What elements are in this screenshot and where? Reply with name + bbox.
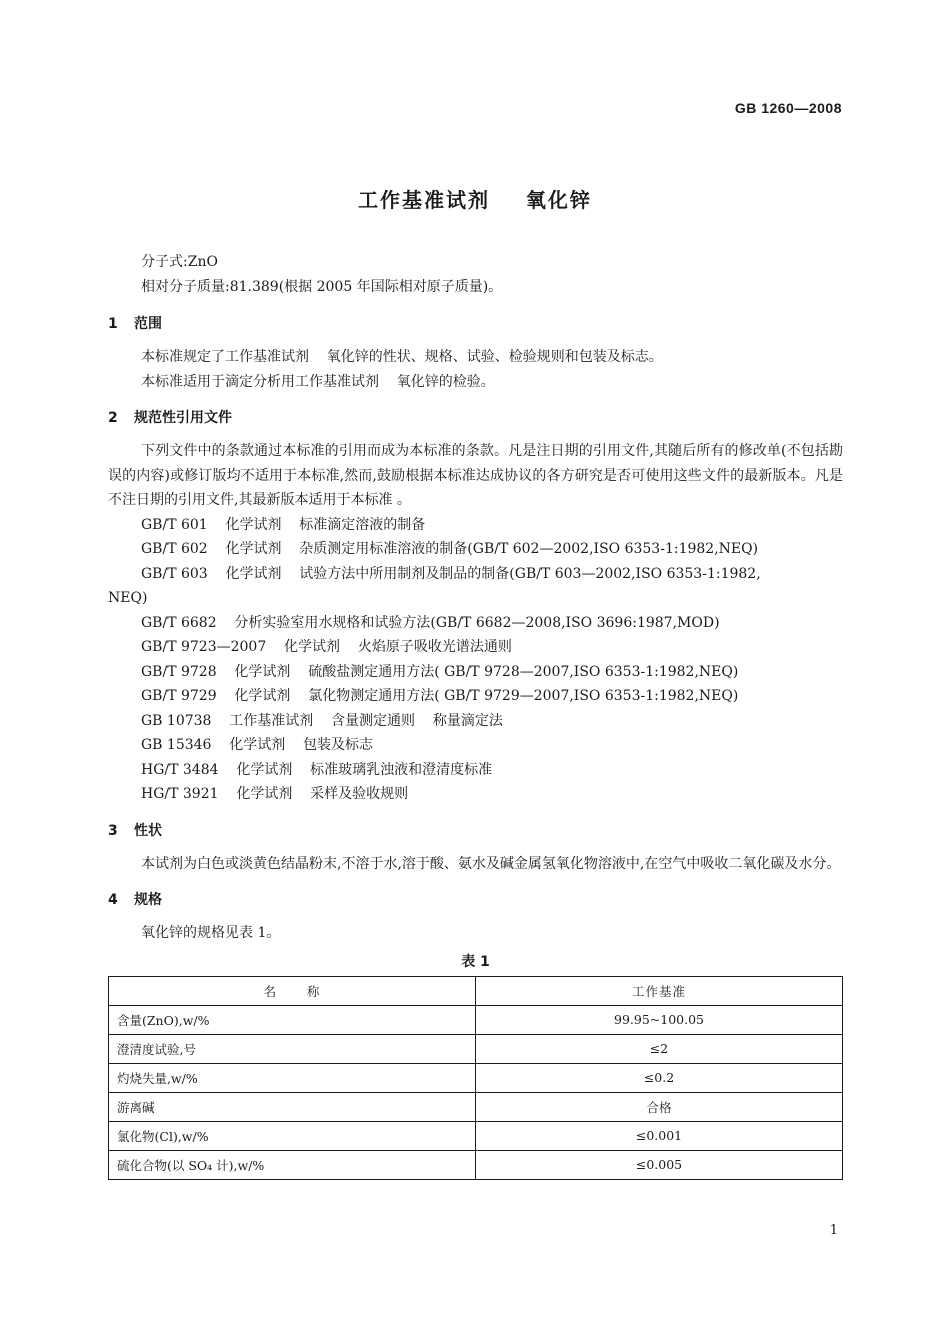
table-row xyxy=(109,1063,843,1092)
reference-item: HG/T 3484 化学试剂 标准玻璃乳浊液和澄清度标准 xyxy=(141,761,493,778)
section-number: 1 xyxy=(108,316,118,332)
table-caption: 表 1 xyxy=(461,953,490,970)
paragraph: 本标准适用于滴定分析用工作基准试剂 氧化锌的检验。 xyxy=(141,373,495,390)
spec-table xyxy=(108,976,843,1180)
table-row xyxy=(109,1150,843,1179)
paragraph: 本标准规定了工作基准试剂 氧化锌的性状、规格、试验、检验规则和包装及标志。 xyxy=(141,349,663,365)
reference-item: GB/T 603 化学试剂 试验方法中所用制剂及制品的制备(GB/T 603—2002,ISO 6353-1:1982, xyxy=(141,565,761,582)
table-row xyxy=(109,1005,843,1034)
item-name: 澄清度试验,号 xyxy=(109,1034,476,1063)
item-name: 硫化合物(以 SO₄ 计),w/% xyxy=(109,1150,476,1179)
section-title: 规格 xyxy=(134,892,162,908)
item-value: 合格 xyxy=(476,1092,843,1121)
column-header: 工作基准 xyxy=(476,976,843,1005)
reference-item: GB 10738 工作基准试剂 含量测定通则 称量滴定法 xyxy=(141,712,503,729)
reference-item: GB/T 6682 分析实验室用水规格和试验方法(GB/T 6682—2008,ISO 3696:1987,MOD) xyxy=(141,614,720,631)
item-name: 灼烧失量,w/% xyxy=(109,1063,476,1092)
section-2-heading xyxy=(108,406,843,430)
item-value: ≤0.2 xyxy=(476,1063,843,1092)
page-number: 1 xyxy=(829,1223,838,1238)
item-name: 游离碱 xyxy=(109,1092,476,1121)
item-name: 含量(ZnO),w/% xyxy=(109,1005,476,1034)
section-number: 4 xyxy=(108,892,118,908)
document-title: 工作基准试剂 氧化锌 xyxy=(358,188,592,212)
item-value: ≤2 xyxy=(476,1034,843,1063)
paragraph: 本试剂为白色或淡黄色结晶粉末,不溶于水,溶于酸、氨水及碱金属氢氧化物溶液中,在空气中吸收二氧化碳及水分。 xyxy=(141,855,841,872)
section-title: 范围 xyxy=(134,316,162,332)
document-body xyxy=(108,250,843,1180)
reference-item: GB/T 602 化学试剂 杂质测定用标准溶液的制备(GB/T 602—2002,ISO 6353-1:1982,NEQ) xyxy=(141,541,759,557)
reference-item: GB/T 9723—2007 化学试剂 火焰原子吸收光谱法通则 xyxy=(141,639,512,655)
section-1-heading xyxy=(108,312,843,336)
table-row xyxy=(109,1092,843,1121)
section-title: 规范性引用文件 xyxy=(134,410,232,426)
paragraph: 下列文件中的条款通过本标准的引用而成为本标准的条款。凡是注日期的引用文件,其随后所有的修改单(不包括勘误的内容)或修订版均不适用于本标准,然而,鼓励根据本标准达成协议的各方研究是否可使用这些文件的最新版本。凡是不注日期的引用文件,其最新版本适用于本标准 。 xyxy=(108,443,843,508)
item-value: ≤0.001 xyxy=(476,1121,843,1150)
table-row xyxy=(109,1121,843,1150)
reference-item: GB/T 9729 化学试剂 氯化物测定通用方法( GB/T 9729—2007,ISO 6353-1:1982,NEQ) xyxy=(141,688,739,704)
reference-item: GB 15346 化学试剂 包装及标志 xyxy=(141,737,374,753)
section-4-heading xyxy=(108,888,843,912)
molecular-formula: 分子式:ZnO xyxy=(141,254,218,270)
section-number: 2 xyxy=(108,410,118,426)
table-header-row xyxy=(109,976,843,1005)
item-value: 99.95~100.05 xyxy=(476,1005,843,1034)
reference-item: GB/T 9728 化学试剂 硫酸盐测定通用方法( GB/T 9728—2007,ISO 6353-1:1982,NEQ) xyxy=(141,663,739,680)
column-header: 名 称 xyxy=(109,976,476,1005)
section-title: 性状 xyxy=(134,822,162,839)
paragraph: 氧化锌的规格见表 1。 xyxy=(141,925,281,941)
section-number: 3 xyxy=(108,822,118,839)
standard-code: GB 1260—2008 xyxy=(734,100,842,116)
reference-item: HG/T 3921 化学试剂 采样及验收规则 xyxy=(141,786,409,802)
table-row xyxy=(109,1034,843,1063)
item-name: 氯化物(Cl),w/% xyxy=(109,1121,476,1150)
reference-item-continuation: NEQ) xyxy=(108,590,148,606)
section-3-heading xyxy=(108,819,843,843)
reference-item: GB/T 601 化学试剂 标准滴定溶液的制备 xyxy=(141,516,426,533)
item-value: ≤0.005 xyxy=(476,1150,843,1179)
molar-mass: 相对分子质量:81.389(根据 2005 年国际相对原子质量)。 xyxy=(141,278,503,295)
